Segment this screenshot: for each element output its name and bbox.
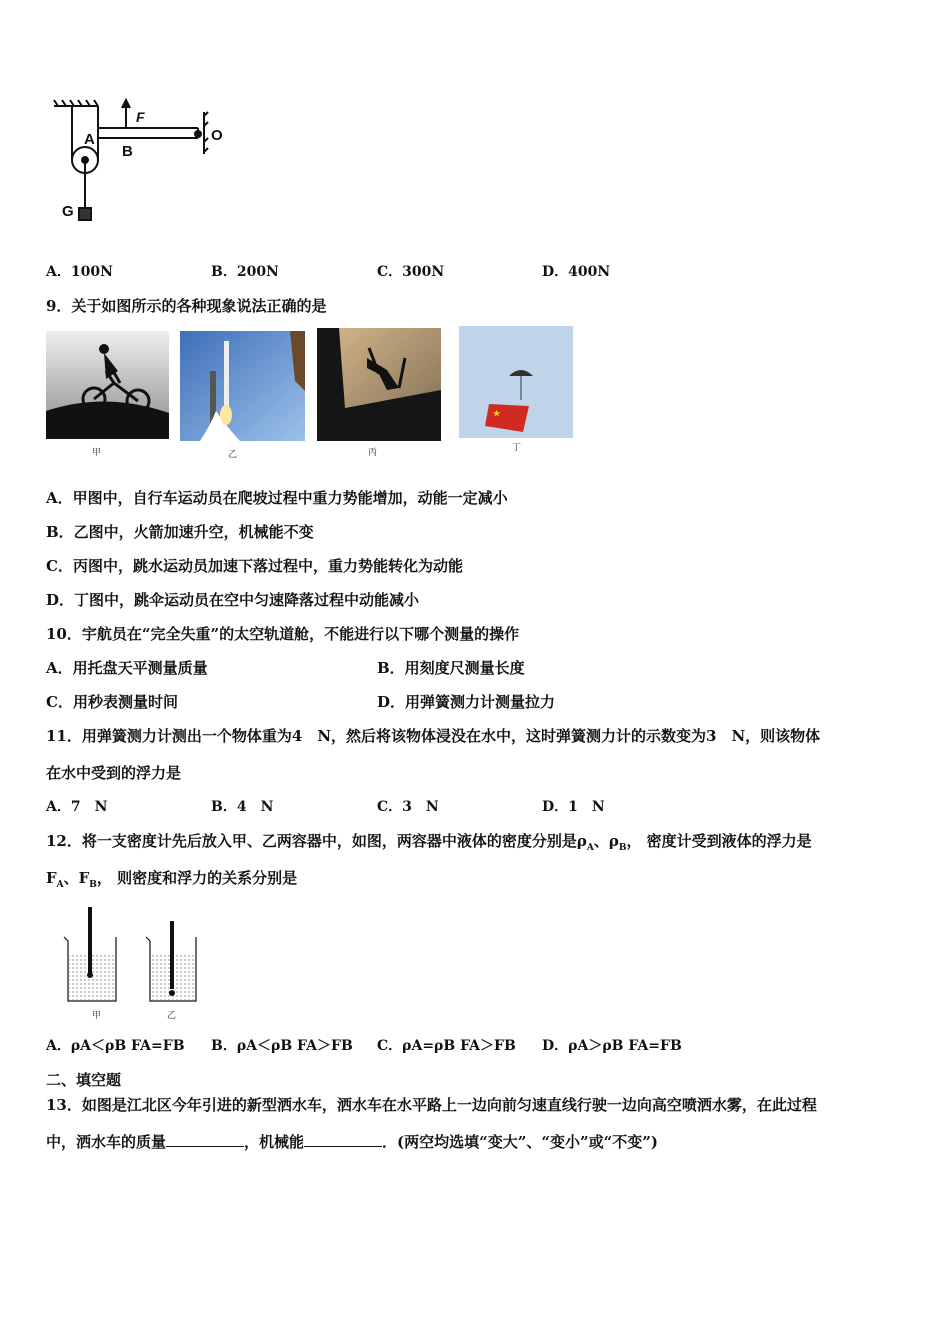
q11-option-d: D．1 N [542,799,605,815]
answer-blank-2[interactable] [304,1132,382,1147]
q12-stem-line2-suffix: ， 则密度和浮力的关系分别是 [96,869,298,887]
beakers-figure [60,903,210,1005]
q10-option-a: A．用托盘天平测量质量 [46,659,208,677]
subscript-a-2: A [56,880,64,890]
q11-stem-line1: 11．用弹簧测力计测出一个物体重为4 N，然后将该物体浸没在水中，这时弹簧测力计的示数变为3 N，则该物体 [46,727,821,745]
q9-option-d: D．丁图中，跳伞运动员在空中匀速降落过程中动能减小 [46,591,420,609]
q11-stem-line2: 在水中受到的浮力是 [46,764,182,782]
q8-option-d: D．400N [542,264,611,280]
q12-stem-line1-mid: 、ρ [593,832,619,850]
q12-stem-line2-prefix: F [46,869,57,887]
photo-diver [317,328,441,441]
q12-option-b: B．ρA＜ρB FA＞FB [211,1038,353,1054]
caption-yi-1: 乙 [228,450,238,460]
q12-stem-line2-mid: 、F [63,869,90,887]
q13-line2-b: ，机械能 [244,1133,305,1151]
label-f: F [136,109,145,125]
q13-line1: 13．如图是江北区今年引进的新型洒水车，洒水车在水平路上一边向前匀速直线行驶一边向高空喷洒水雾，在此过程 [46,1096,817,1114]
caption-ding: 丁 [512,443,522,453]
subscript-b: B [618,843,627,853]
q12-stem-line2 [46,868,297,895]
q9-stem: 9．关于如图所示的各种现象说法正确的是 [46,297,327,315]
q8-option-b: B．200N [211,264,279,280]
photo-rocket [180,331,305,441]
svg-text:★: ★ [493,408,501,418]
label-o: O [211,127,223,144]
q12-stem-line1-suffix: ， 密度计受到液体的浮力是 [626,832,812,850]
photo-cyclist [46,331,169,439]
q11-option-c: C．3 N [377,799,439,815]
section-title: 二、填空题 [46,1071,122,1089]
caption-yi-2: 乙 [167,1011,177,1021]
q8-option-a: A．100N [46,264,113,280]
q12-option-a: A．ρA＜ρB FA=FB [46,1038,185,1054]
q11-option-b: B．4 N [211,799,274,815]
q12-stem-line1 [46,831,812,858]
q13-line2 [46,1132,658,1152]
caption-jia-1: 甲 [92,448,102,458]
q9-option-c: C．丙图中，跳水运动员加速下落过程中，重力势能转化为动能 [46,557,463,575]
subscript-a: A [586,843,594,853]
caption-jia-2: 甲 [92,1011,102,1021]
q10-option-c: C．用秒表测量时间 [46,693,178,711]
label-b: B [122,143,133,160]
answer-blank-1[interactable] [166,1132,244,1147]
q12-stem-line1-prefix: 12．将一支密度计先后放入甲、乙两容器中，如图，两容器中液体的密度分别是ρ [46,832,587,850]
photo-parachute [459,326,573,438]
subscript-b-2: B [89,880,97,890]
lever-pulley-figure [48,98,233,228]
q9-option-a: A．甲图中，自行车运动员在爬坡过程中重力势能增加，动能一定减小 [46,489,508,507]
q12-option-d: D．ρA＞ρB FA=FB [542,1038,682,1054]
q10-option-b: B．用刻度尺测量长度 [377,659,525,677]
q12-option-c: C．ρA=ρB FA＞FB [377,1038,516,1054]
label-a: A [84,131,95,148]
q10-option-d: D．用弹簧测力计测量拉力 [377,693,556,711]
q13-line2-c: ．(两空均选填“变大”、“变小”或“不变”) [382,1133,658,1151]
q9-option-b: B．乙图中，火箭加速升空，机械能不变 [46,523,314,541]
q13-line2-a: 中，洒水车的质量 [46,1133,167,1151]
label-g: G [62,203,74,220]
q10-stem: 10．宇航员在“完全失重”的太空轨道舱，不能进行以下哪个测量的操作 [46,625,520,643]
q8-option-c: C．300N [377,264,445,280]
caption-bing: 丙 [368,448,378,458]
q11-option-a: A．7 N [46,799,108,815]
